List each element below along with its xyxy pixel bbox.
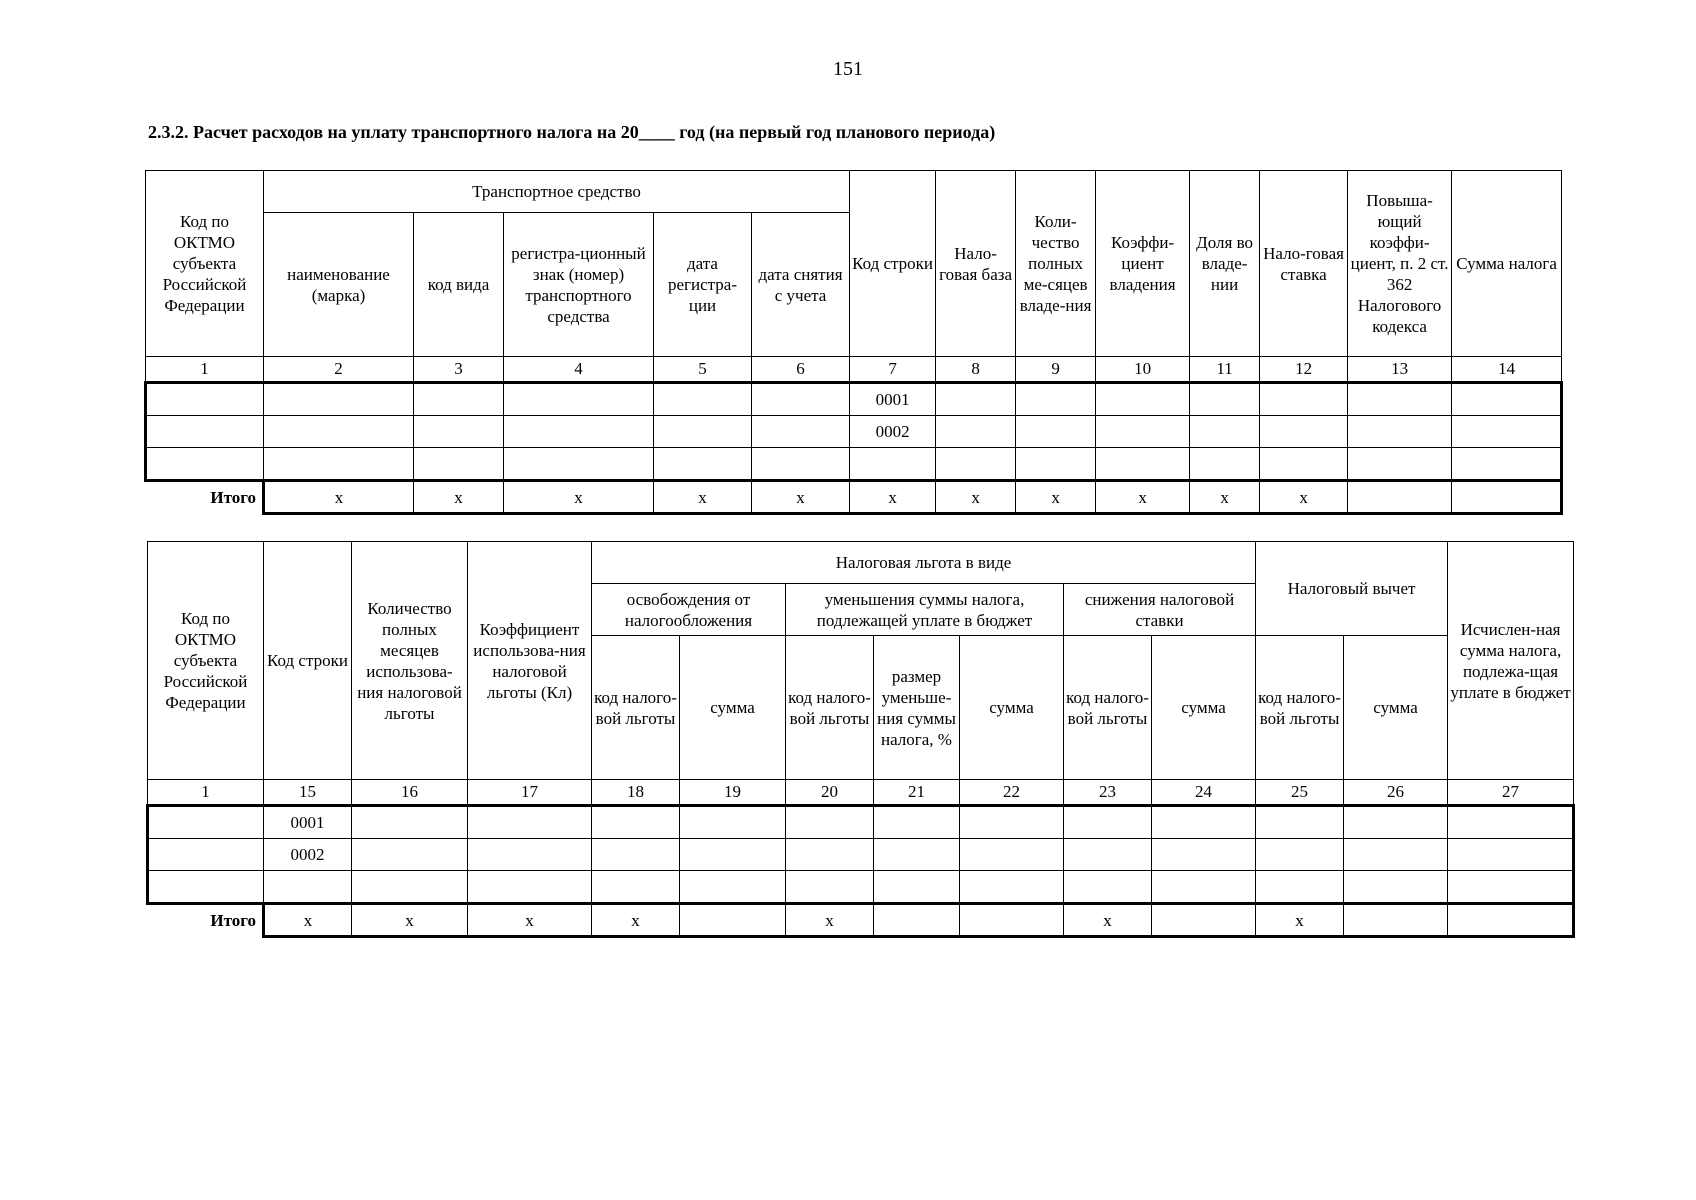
cell-rate-reduction-sum[interactable] <box>1152 839 1256 871</box>
total-mark <box>874 904 960 937</box>
column-number: 26 <box>1344 780 1448 806</box>
column-number: 6 <box>752 357 850 383</box>
table-row <box>148 839 1574 871</box>
header-relief-months: Количество полных месяцев использова-ния налоговой льготы <box>352 542 468 780</box>
header-reduction-code: код налого-вой льготы <box>786 636 874 780</box>
total-mark: x <box>352 904 468 937</box>
column-number: 17 <box>468 780 592 806</box>
header-row-code: Код строки <box>850 171 936 357</box>
cell-ownership-coef[interactable] <box>1096 448 1190 481</box>
column-number: 10 <box>1096 357 1190 383</box>
total-mark: x <box>592 904 680 937</box>
cell-row-code: 0001 <box>264 806 352 839</box>
cell-oktmo[interactable] <box>146 416 264 448</box>
header-reduction-size: размер уменьше-ния суммы налога, % <box>874 636 960 780</box>
cell-exemption-sum[interactable] <box>680 806 786 839</box>
cell-vehicle-name[interactable] <box>264 448 414 481</box>
cell-exemption-code[interactable] <box>592 839 680 871</box>
header-ownership-share: Доля во владе-нии <box>1190 171 1260 357</box>
header-deduction-sum: сумма <box>1344 636 1448 780</box>
cell-vehicle-name[interactable] <box>264 416 414 448</box>
total-mark: x <box>1064 904 1152 937</box>
cell-ownership-share[interactable] <box>1190 383 1260 416</box>
cell-tax-amount[interactable] <box>1452 383 1562 416</box>
total-mark <box>1348 481 1452 514</box>
cell-deduction-sum[interactable] <box>1344 839 1448 871</box>
transport-tax-table <box>144 170 1563 515</box>
header-vehicle: Транспортное средство <box>264 171 850 213</box>
column-number: 24 <box>1152 780 1256 806</box>
cell-exemption-code[interactable] <box>592 871 680 904</box>
column-number: 14 <box>1452 357 1562 383</box>
table-row <box>148 871 1574 904</box>
column-number: 20 <box>786 780 874 806</box>
header-relief-coef: Коэффициент использова-ния налоговой льготы (Кл) <box>468 542 592 780</box>
cell-exemption-sum[interactable] <box>680 871 786 904</box>
column-number: 1 <box>148 780 264 806</box>
cell-oktmo[interactable] <box>146 448 264 481</box>
cell-tax-base[interactable] <box>936 416 1016 448</box>
column-number: 11 <box>1190 357 1260 383</box>
total-row <box>146 481 1562 514</box>
total-mark: x <box>654 481 752 514</box>
cell-reduction-code[interactable] <box>786 806 874 839</box>
total-row <box>148 904 1574 937</box>
cell-tax-rate[interactable] <box>1260 448 1348 481</box>
column-number: 8 <box>936 357 1016 383</box>
column-number: 18 <box>592 780 680 806</box>
total-mark: x <box>468 904 592 937</box>
cell-deregistration-date[interactable] <box>752 416 850 448</box>
cell-ownership-share[interactable] <box>1190 448 1260 481</box>
column-number: 23 <box>1064 780 1152 806</box>
total-mark: x <box>414 481 504 514</box>
cell-total-tax-amount[interactable] <box>1452 481 1562 514</box>
cell-deduction-code[interactable] <box>1256 806 1344 839</box>
section-title: 2.3.2. Расчет расходов на уплату транспортного налога на 20____ год (на первый год планового периода) <box>148 122 996 142</box>
total-mark <box>960 904 1064 937</box>
cell-row-code <box>850 448 936 481</box>
cell-relief-coef[interactable] <box>468 871 592 904</box>
cell-type-code[interactable] <box>414 448 504 481</box>
cell-calculated-amount[interactable] <box>1448 871 1574 904</box>
cell-tax-rate[interactable] <box>1260 383 1348 416</box>
column-numbers-row <box>148 780 1574 806</box>
cell-deduction-code[interactable] <box>1256 839 1344 871</box>
total-mark <box>680 904 786 937</box>
cell-increasing-coef[interactable] <box>1348 448 1452 481</box>
header-exemption: освобождения от налогообложения <box>592 584 786 636</box>
header-tax-relief: Налоговая льгота в виде <box>592 542 1256 584</box>
cell-rate-reduction-code[interactable] <box>1064 871 1152 904</box>
cell-deduction-sum[interactable] <box>1344 871 1448 904</box>
cell-exemption-sum[interactable] <box>680 839 786 871</box>
cell-registration-date[interactable] <box>654 383 752 416</box>
column-number: 22 <box>960 780 1064 806</box>
cell-tax-amount[interactable] <box>1452 416 1562 448</box>
total-mark: x <box>1260 481 1348 514</box>
total-mark: x <box>752 481 850 514</box>
cell-reduction-size[interactable] <box>874 806 960 839</box>
header-registration-sign: регистра-ционный знак (номер) транспортного средства <box>504 213 654 357</box>
cell-oktmo[interactable] <box>148 839 264 871</box>
cell-ownership-coef[interactable] <box>1096 383 1190 416</box>
cell-type-code[interactable] <box>414 416 504 448</box>
cell-row-code <box>264 871 352 904</box>
cell-relief-coef[interactable] <box>468 839 592 871</box>
header-oktmo: Код по ОКТМО субъекта Российской Федерации <box>148 542 264 780</box>
cell-row-code: 0001 <box>850 383 936 416</box>
header-deduction-code: код налого-вой льготы <box>1256 636 1344 780</box>
header-rate-reduction: снижения налоговой ставки <box>1064 584 1256 636</box>
header-vehicle-type-code: код вида <box>414 213 504 357</box>
cell-reduction-size[interactable] <box>874 839 960 871</box>
header-reduction-sum: сумма <box>960 636 1064 780</box>
column-number: 1 <box>146 357 264 383</box>
cell-ownership-months[interactable] <box>1016 448 1096 481</box>
cell-increasing-coef[interactable] <box>1348 383 1452 416</box>
cell-ownership-share[interactable] <box>1190 416 1260 448</box>
cell-deregistration-date[interactable] <box>752 448 850 481</box>
cell-type-code[interactable] <box>414 383 504 416</box>
header-rate-reduction-code: код налого-вой льготы <box>1064 636 1152 780</box>
header-exemption-code: код налого-вой льготы <box>592 636 680 780</box>
header-vehicle-name: наименование (марка) <box>264 213 414 357</box>
column-number: 2 <box>264 357 414 383</box>
total-mark: x <box>1190 481 1260 514</box>
header-increasing-coef: Повыша-ющий коэффи-циент, п. 2 ст. 362 Налогового кодекса <box>1348 171 1452 357</box>
cell-rate-reduction-sum[interactable] <box>1152 871 1256 904</box>
cell-oktmo[interactable] <box>148 806 264 839</box>
cell-relief-coef[interactable] <box>468 806 592 839</box>
cell-exemption-code[interactable] <box>592 806 680 839</box>
column-number: 19 <box>680 780 786 806</box>
header-deregistration-date: дата снятия с учета <box>752 213 850 357</box>
cell-tax-base[interactable] <box>936 448 1016 481</box>
total-label: Итого <box>210 911 256 931</box>
tax-relief-table <box>146 541 1575 938</box>
header-tax-base: Нало-говая база <box>936 171 1016 357</box>
total-mark: x <box>504 481 654 514</box>
cell-reduction-sum[interactable] <box>960 871 1064 904</box>
column-number: 25 <box>1256 780 1344 806</box>
cell-calculated-amount[interactable] <box>1448 839 1574 871</box>
cell-registration-sign[interactable] <box>504 448 654 481</box>
total-mark <box>1344 904 1448 937</box>
header-tax-rate: Нало-говая ставка <box>1260 171 1348 357</box>
total-mark <box>1152 904 1256 937</box>
header-oktmo: Код по ОКТМО субъекта Российской Федерации <box>146 171 264 357</box>
column-numbers-row <box>146 357 1562 383</box>
table-row <box>146 416 1562 448</box>
cell-tax-rate[interactable] <box>1260 416 1348 448</box>
cell-reduction-size[interactable] <box>874 871 960 904</box>
cell-relief-months[interactable] <box>352 871 468 904</box>
cell-ownership-coef[interactable] <box>1096 416 1190 448</box>
header-ownership-months: Коли-чество полных ме-сяцев владе-ния <box>1016 171 1096 357</box>
column-number: 3 <box>414 357 504 383</box>
header-rate-reduction-sum: сумма <box>1152 636 1256 780</box>
cell-deduction-sum[interactable] <box>1344 806 1448 839</box>
cell-oktmo[interactable] <box>146 383 264 416</box>
cell-reduction-sum[interactable] <box>960 839 1064 871</box>
cell-reduction-sum[interactable] <box>960 806 1064 839</box>
header-calculated-amount: Исчислен-ная сумма налога, подлежа-щая уплате в бюджет <box>1448 542 1574 780</box>
column-number: 16 <box>352 780 468 806</box>
cell-deregistration-date[interactable] <box>752 383 850 416</box>
total-mark: x <box>1256 904 1344 937</box>
page-number: 151 <box>833 58 863 80</box>
cell-rate-reduction-code[interactable] <box>1064 839 1152 871</box>
cell-increasing-coef[interactable] <box>1348 416 1452 448</box>
cell-registration-sign[interactable] <box>504 416 654 448</box>
total-mark: x <box>264 481 414 514</box>
total-mark: x <box>936 481 1016 514</box>
cell-row-code: 0002 <box>264 839 352 871</box>
header-exemption-sum: сумма <box>680 636 786 780</box>
total-mark <box>1448 904 1574 937</box>
cell-deduction-code[interactable] <box>1256 871 1344 904</box>
column-number: 4 <box>504 357 654 383</box>
table-row <box>148 806 1574 839</box>
cell-oktmo[interactable] <box>148 871 264 904</box>
total-mark: x <box>850 481 936 514</box>
total-mark: x <box>264 904 352 937</box>
table-row <box>146 383 1562 416</box>
column-number: 21 <box>874 780 960 806</box>
header-tax-amount: Сумма налога <box>1452 171 1562 357</box>
column-number: 15 <box>264 780 352 806</box>
cell-rate-reduction-code[interactable] <box>1064 806 1152 839</box>
cell-ownership-months[interactable] <box>1016 416 1096 448</box>
cell-vehicle-name[interactable] <box>264 383 414 416</box>
cell-reduction-code[interactable] <box>786 839 874 871</box>
cell-calculated-amount[interactable] <box>1448 806 1574 839</box>
header-ownership-coef: Коэффи-циент владения <box>1096 171 1190 357</box>
table-row <box>146 448 1562 481</box>
total-mark: x <box>786 904 874 937</box>
total-mark: x <box>1096 481 1190 514</box>
cell-registration-sign[interactable] <box>504 383 654 416</box>
cell-rate-reduction-sum[interactable] <box>1152 806 1256 839</box>
total-mark: x <box>1016 481 1096 514</box>
column-number: 7 <box>850 357 936 383</box>
cell-tax-amount[interactable] <box>1452 448 1562 481</box>
cell-ownership-months[interactable] <box>1016 383 1096 416</box>
header-tax-reduction: уменьшения суммы налога, подлежащей уплате в бюджет <box>786 584 1064 636</box>
cell-relief-months[interactable] <box>352 839 468 871</box>
column-number: 12 <box>1260 357 1348 383</box>
cell-reduction-code[interactable] <box>786 871 874 904</box>
cell-row-code: 0002 <box>850 416 936 448</box>
header-registration-date: дата регистра-ции <box>654 213 752 357</box>
column-number: 27 <box>1448 780 1574 806</box>
column-number: 5 <box>654 357 752 383</box>
column-number: 9 <box>1016 357 1096 383</box>
cell-relief-months[interactable] <box>352 806 468 839</box>
cell-registration-date[interactable] <box>654 448 752 481</box>
column-number: 13 <box>1348 357 1452 383</box>
header-tax-deduction: Налоговый вычет <box>1256 542 1448 636</box>
total-label: Итого <box>210 488 256 508</box>
cell-registration-date[interactable] <box>654 416 752 448</box>
cell-tax-base[interactable] <box>936 383 1016 416</box>
header-row-code: Код строки <box>264 542 352 780</box>
